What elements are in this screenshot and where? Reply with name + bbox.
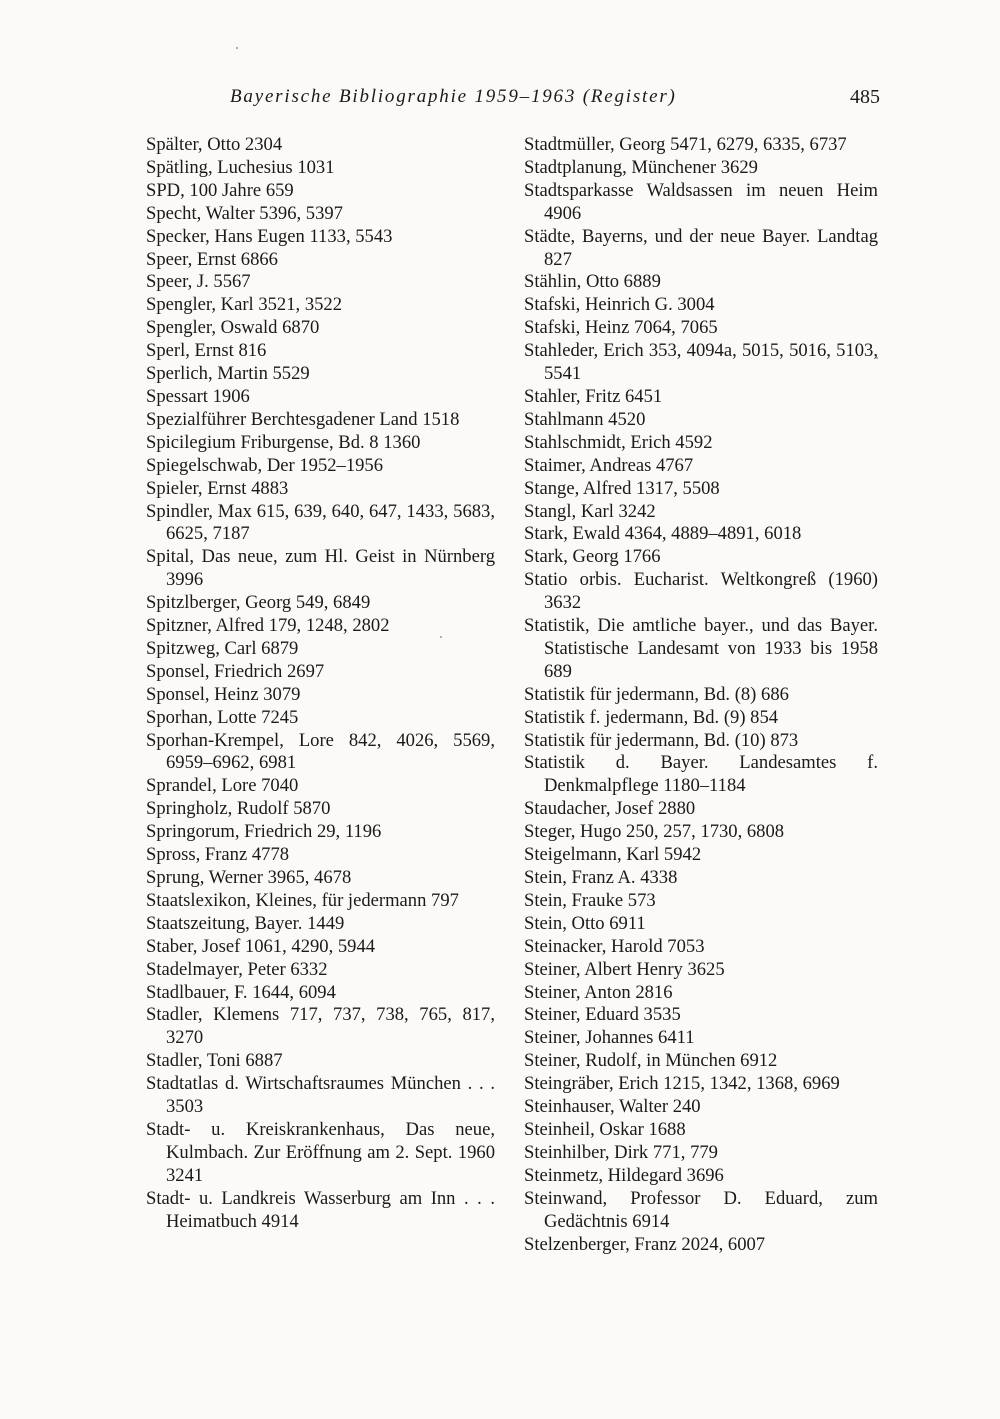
register-entry: Steinhauser, Walter 240 — [524, 1096, 701, 1118]
register-entry: Steiner, Johannes 6411 — [524, 1027, 695, 1049]
register-entry: Stählin, Otto 6889 — [524, 271, 661, 293]
register-entry: Statistik, Die amtliche bayer., und das Bayer. Statistische Landesamt von 1933 bis 1958 689 — [524, 615, 878, 682]
register-entry: Staimer, Andreas 4767 — [524, 454, 694, 476]
register-entry: Stafski, Heinrich G. 3004 — [524, 294, 715, 316]
register-entry: Stadler, Toni 6887 — [146, 1050, 283, 1072]
register-entry: Stark, Ewald 4364, 4889–4891, 6018 — [524, 523, 802, 545]
register-entry: Stangl, Karl 3242 — [524, 500, 656, 522]
register-entry: Stein, Otto 6911 — [524, 912, 646, 934]
register-entry: Stadtmüller, Georg 5471, 6279, 6335, 6737 — [524, 134, 847, 155]
register-entry: Spiegelschwab, Der 1952–1956 — [146, 454, 384, 476]
register-entry: Spitzlberger, Georg 549, 6849 — [146, 592, 371, 614]
register-entry: Staatszeitung, Bayer. 1449 — [146, 912, 345, 934]
register-entry: Speer, J. 5567 — [146, 271, 251, 293]
register-entry: Steiner, Anton 2816 — [524, 981, 673, 1003]
register-entry: Sperlich, Martin 5529 — [146, 363, 310, 385]
register-entry: Speer, Ernst 6866 — [146, 248, 278, 270]
page-number: 485 — [850, 86, 880, 108]
register-entry: Statistik d. Bayer. Landesamtes f. Denkmalpflege 1180–1184 — [524, 752, 878, 797]
register-entry: Sporhan-Krempel, Lore 842, 4026, 5569, 6959–6962, 6981 — [146, 729, 495, 774]
register-entry: Stadler, Klemens 717, 737, 738, 765, 817, 3270 — [146, 1004, 495, 1049]
register-entry: Statistik für jedermann, Bd. (10) 873 — [524, 729, 799, 751]
register-entry: Spengler, Oswald 6870 — [146, 317, 320, 339]
register-entry: Stadtatlas d. Wirtschaftsraumes München . . . 3503 — [146, 1073, 495, 1118]
register-entry: Spieler, Ernst 4883 — [146, 477, 289, 499]
register-entry: Stahlschmidt, Erich 4592 — [524, 431, 713, 453]
register-entry: Spezialführer Berchtesgadener Land 1518 — [146, 408, 460, 430]
register-entry: Steiner, Eduard 3535 — [524, 1004, 681, 1026]
register-entry: Springorum, Friedrich 29, 1196 — [146, 821, 382, 843]
register-entry: Specht, Walter 5396, 5397 — [146, 202, 343, 224]
page-header — [146, 86, 880, 114]
register-entry: Stadt- u. Landkreis Wasserburg am Inn . . . Heimatbuch 4914 — [146, 1187, 495, 1232]
register-entry: Stafski, Heinz 7064, 7065 — [524, 317, 718, 339]
register-entry: Spengler, Karl 3521, 3522 — [146, 294, 343, 316]
register-entry: Sperl, Ernst 816 — [146, 340, 267, 362]
register-entry: Steger, Hugo 250, 257, 1730, 6808 — [524, 821, 785, 843]
register-entry: Steinhilber, Dirk 771, 779 — [524, 1141, 718, 1163]
paper-speck — [236, 47, 238, 49]
register-entry: Steinheil, Oskar 1688 — [524, 1118, 686, 1140]
register-entry: Statio orbis. Eucharist. Weltkongreß (1960) 3632 — [524, 569, 878, 614]
register-entry: Spross, Franz 4778 — [146, 844, 290, 866]
register-entry: Stange, Alfred 1317, 5508 — [524, 477, 720, 499]
register-entry: Stein, Franz A. 4338 — [524, 867, 678, 888]
register-entry: Sprandel, Lore 7040 — [146, 775, 299, 797]
register-entry: Stadt- u. Kreiskrankenhaus, Das neue, Kulmbach. Zur Eröffnung am 2. Sept. 1960 3241 — [146, 1118, 495, 1186]
register-entry: Stadelmayer, Peter 6332 — [146, 958, 328, 980]
register-entry: SPD, 100 Jahre 659 — [146, 179, 294, 201]
register-entry: Spicilegium Friburgense, Bd. 8 1360 — [146, 431, 421, 453]
register-entry: Specker, Hans Eugen 1133, 5543 — [146, 225, 393, 247]
register-entry: Stadtsparkasse Waldsassen im neuen Heim 4906 — [524, 179, 878, 224]
register-entry: Staatslexikon, Kleines, für jedermann 797 — [146, 889, 459, 911]
register-entry: Spitzweg, Carl 6879 — [146, 637, 299, 659]
register-entry: Sponsel, Friedrich 2697 — [146, 660, 325, 682]
register-entry: Stadlbauer, F. 1644, 6094 — [146, 981, 336, 1003]
register-entry: Stahler, Fritz 6451 — [524, 385, 663, 407]
register-entry: Steinmetz, Hildegard 3696 — [524, 1164, 724, 1186]
register-entry: Stahleder, Erich 353, 4094a, 5015, 5016, 5103, 5541 — [524, 340, 878, 385]
register-entry: Stark, Georg 1766 — [524, 546, 661, 568]
register-entry: Spindler, Max 615, 639, 640, 647, 1433, 5683, 6625, 7187 — [146, 500, 495, 545]
register-entry: Steiner, Albert Henry 3625 — [524, 958, 725, 980]
register-entry: Springholz, Rudolf 5870 — [146, 798, 331, 820]
register-entry: Statistik für jedermann, Bd. (8) 686 — [524, 683, 789, 705]
register-entry: Spital, Das neue, zum Hl. Geist in Nürnberg 3996 — [146, 546, 495, 591]
register-entry: Stelzenberger, Franz 2024, 6007 — [524, 1233, 766, 1255]
register-entry: Steinacker, Harold 7053 — [524, 935, 705, 957]
register-entry: Steiner, Rudolf, in München 6912 — [524, 1050, 778, 1072]
register-entry: Spitzner, Alfred 179, 1248, 2802 — [146, 615, 390, 637]
register-entry: Steingräber, Erich 1215, 1342, 1368, 6969 — [524, 1073, 840, 1095]
register-entry: Stein, Frauke 573 — [524, 889, 656, 911]
register-entry: Sporhan, Lotte 7245 — [146, 706, 299, 728]
register-entry: Städte, Bayerns, und der neue Bayer. Landtag 827 — [524, 225, 878, 270]
register-column-left — [146, 134, 495, 1234]
register-entry: Spälter, Otto 2304 — [146, 134, 283, 155]
register-column-right — [524, 134, 878, 1256]
register-entry: Spessart 1906 — [146, 385, 250, 407]
register-entry: Stadtplanung, Münchener 3629 — [524, 156, 758, 178]
register-entry: Spätling, Luchesius 1031 — [146, 156, 335, 178]
register-entry: Statistik f. jedermann, Bd. (9) 854 — [524, 706, 779, 728]
register-entry: Stahlmann 4520 — [524, 408, 646, 430]
register-entry: Sponsel, Heinz 3079 — [146, 683, 301, 705]
register-entry: Sprung, Werner 3965, 4678 — [146, 867, 352, 888]
register-entry: Steinwand, Professor D. Eduard, zum Gedächtnis 6914 — [524, 1187, 878, 1232]
register-entry: Staber, Josef 1061, 4290, 5944 — [146, 935, 376, 957]
register-entry: Steigelmann, Karl 5942 — [524, 844, 702, 866]
register-entry: Staudacher, Josef 2880 — [524, 798, 696, 820]
running-title: Bayerische Bibliographie 1959–1963 (Register) — [230, 86, 677, 107]
